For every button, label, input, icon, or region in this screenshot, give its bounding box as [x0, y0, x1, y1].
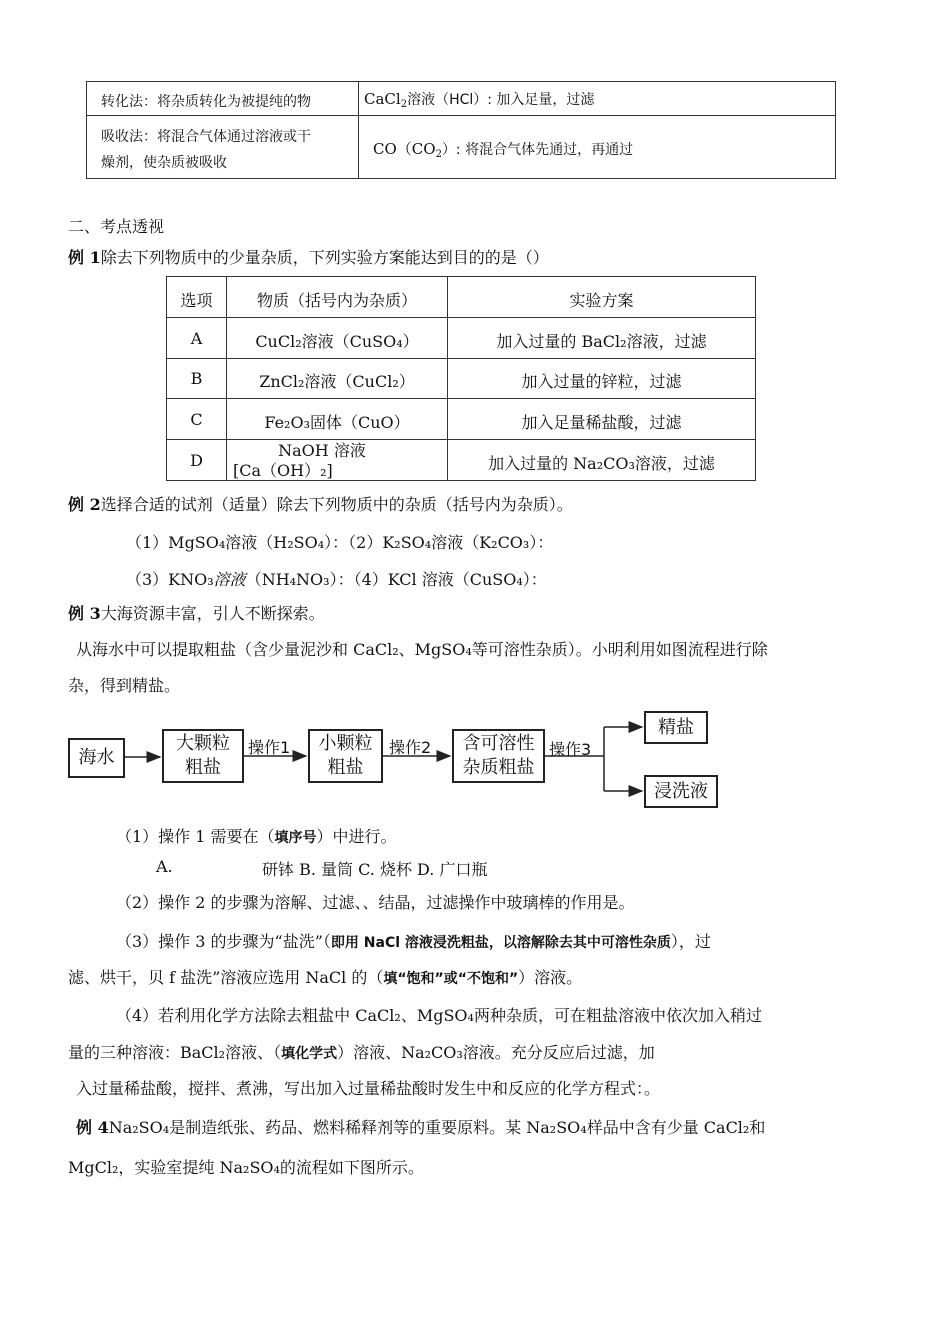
- row-d-plan: 加入过量的 Na₂CO₃溶液，过滤: [488, 454, 715, 473]
- example-3-q2: （2）操作 2 的步骤为溶解、过滤、、结晶，过滤操作中玻璃棒的作用是。: [116, 893, 635, 912]
- example-3-intro: 例 3大海资源丰富，引人不断探索。: [68, 604, 325, 623]
- example-3-q1-options: 研钵 B. 量筒 C. 烧杯 D. 广口瓶: [262, 860, 488, 879]
- flow-label-op2: 操作2: [389, 738, 432, 757]
- row-b-option: B: [190, 369, 203, 388]
- row-c-option: C: [190, 410, 203, 429]
- method-absorption-line1: 吸收法：将混合气体通过溶液或干: [101, 129, 311, 145]
- row-b-substance: ZnCl₂溶液（CuCl₂）: [259, 372, 415, 391]
- example-3-para: 从海水中可以提取粗盐（含少量泥沙和 CaCl₂、MgSO₄等可溶性杂质）。小明利用如图流程进行除: [76, 640, 768, 659]
- example-3-q1: （1）操作 1 需要在（填序号）中进行。: [116, 827, 397, 846]
- flow-label-op1: 操作1: [248, 738, 291, 757]
- example-3-q1-option-a: A.: [156, 857, 173, 876]
- example-3-q4-line1: （4）若利用化学方法除去粗盐中 CaCl₂、MgSO₄两种杂质，可在粗盐溶液中依次加入稍过: [116, 1006, 762, 1025]
- row-d-substance: NaOH 溶液 [Ca（OH）₂]: [233, 441, 366, 480]
- example-1-question: 例 1除去下列物质中的少量杂质，下列实验方案能达到目的的是（）: [68, 248, 549, 267]
- example-3-para-cont: 杂，得到精盐。: [68, 676, 181, 695]
- header-option: 选项: [180, 291, 213, 310]
- example-4-line2: MgCl₂，实验室提纯 Na₂SO₄的流程如下图所示。: [68, 1158, 424, 1177]
- row-a-plan: 加入过量的 BaCl₂溶液，过滤: [496, 332, 707, 351]
- example-absorption: $CO(CO_2)$: 将混合气体先通过，再通过: [373, 140, 634, 160]
- example-2-line2: （3）KNO₃溶液（NH₄NO₃）：（4）KCl 溶液（CuSO₄）：: [126, 570, 547, 589]
- example-3-q4-line3: 入过量稀盐酸，搅拌、煮沸，写出加入过量稀盐酸时发生中和反应的化学方程式：。: [76, 1079, 661, 1098]
- example-3-q3-line2: 滤、烘干，贝 f 盐洗”溶液应选用 NaCl 的（填“饱和”或“不饱和”）溶液。: [68, 968, 583, 987]
- row-a-substance: CuCl₂溶液（CuSO₄）: [255, 332, 419, 351]
- example-2-question: 例 2选择合适的试剂（适量）除去下列物质中的杂质（括号内为杂质）。: [68, 495, 573, 514]
- example-2-line1: （1）MgSO₄溶液（H₂SO₄）：（2）K₂SO₄溶液（K₂CO₃）：: [126, 533, 554, 552]
- header-substance: 物质（括号内为杂质）: [256, 291, 417, 310]
- row-b-plan: 加入过量的锌粒，过滤: [521, 372, 682, 391]
- flow-box-fine-salt: 精盐: [644, 711, 708, 744]
- row-c-substance: Fe₂O₃固体（CuO）: [264, 413, 410, 432]
- flow-box-wash-liquid: 浸洗液: [644, 775, 718, 808]
- example-3-q3-line1: （3）操作 3 的步骤为“盐洗”（即用 NaCl 溶液浸洗粗盐，以溶解除去其中可溶性杂质），过: [116, 932, 711, 951]
- example-3-q4-line2: 量的三种溶液：BaCl₂溶液、（填化学式）溶液、Na₂CO₃溶液。充分反应后过滤，加: [68, 1043, 655, 1062]
- header-plan: 实验方案: [569, 291, 634, 310]
- row-c-plan: 加入足量稀盐酸，过滤: [521, 413, 682, 432]
- flow-box-coarse-small: 小颗粒 粗盐: [308, 729, 383, 783]
- row-a-option: A: [190, 329, 203, 348]
- method-conversion: 转化法：将杂质转化为被提纯的物: [101, 94, 311, 110]
- section-title: 二、考点透视: [68, 217, 165, 236]
- flow-box-soluble-impurity: 含可溶性 杂质粗盐: [452, 729, 545, 783]
- method-absorption-line2: 燥剂，使杂质被吸收: [101, 155, 227, 171]
- flow-label-op3: 操作3: [549, 740, 592, 759]
- row-d-option: D: [190, 451, 203, 470]
- flow-box-coarse-big: 大颗粒 粗盐: [162, 729, 244, 783]
- example-4-line1: 例 4Na₂SO₄是制造纸张、药品、燃料稀释剂等的重要原料。某 Na₂SO₄样品中含有少量 CaCl₂和: [76, 1118, 766, 1137]
- example-conversion: CaCl$_2$溶液（HCl）: 加入足量，过滤: [364, 90, 595, 110]
- flow-box-seawater: 海水: [68, 738, 125, 778]
